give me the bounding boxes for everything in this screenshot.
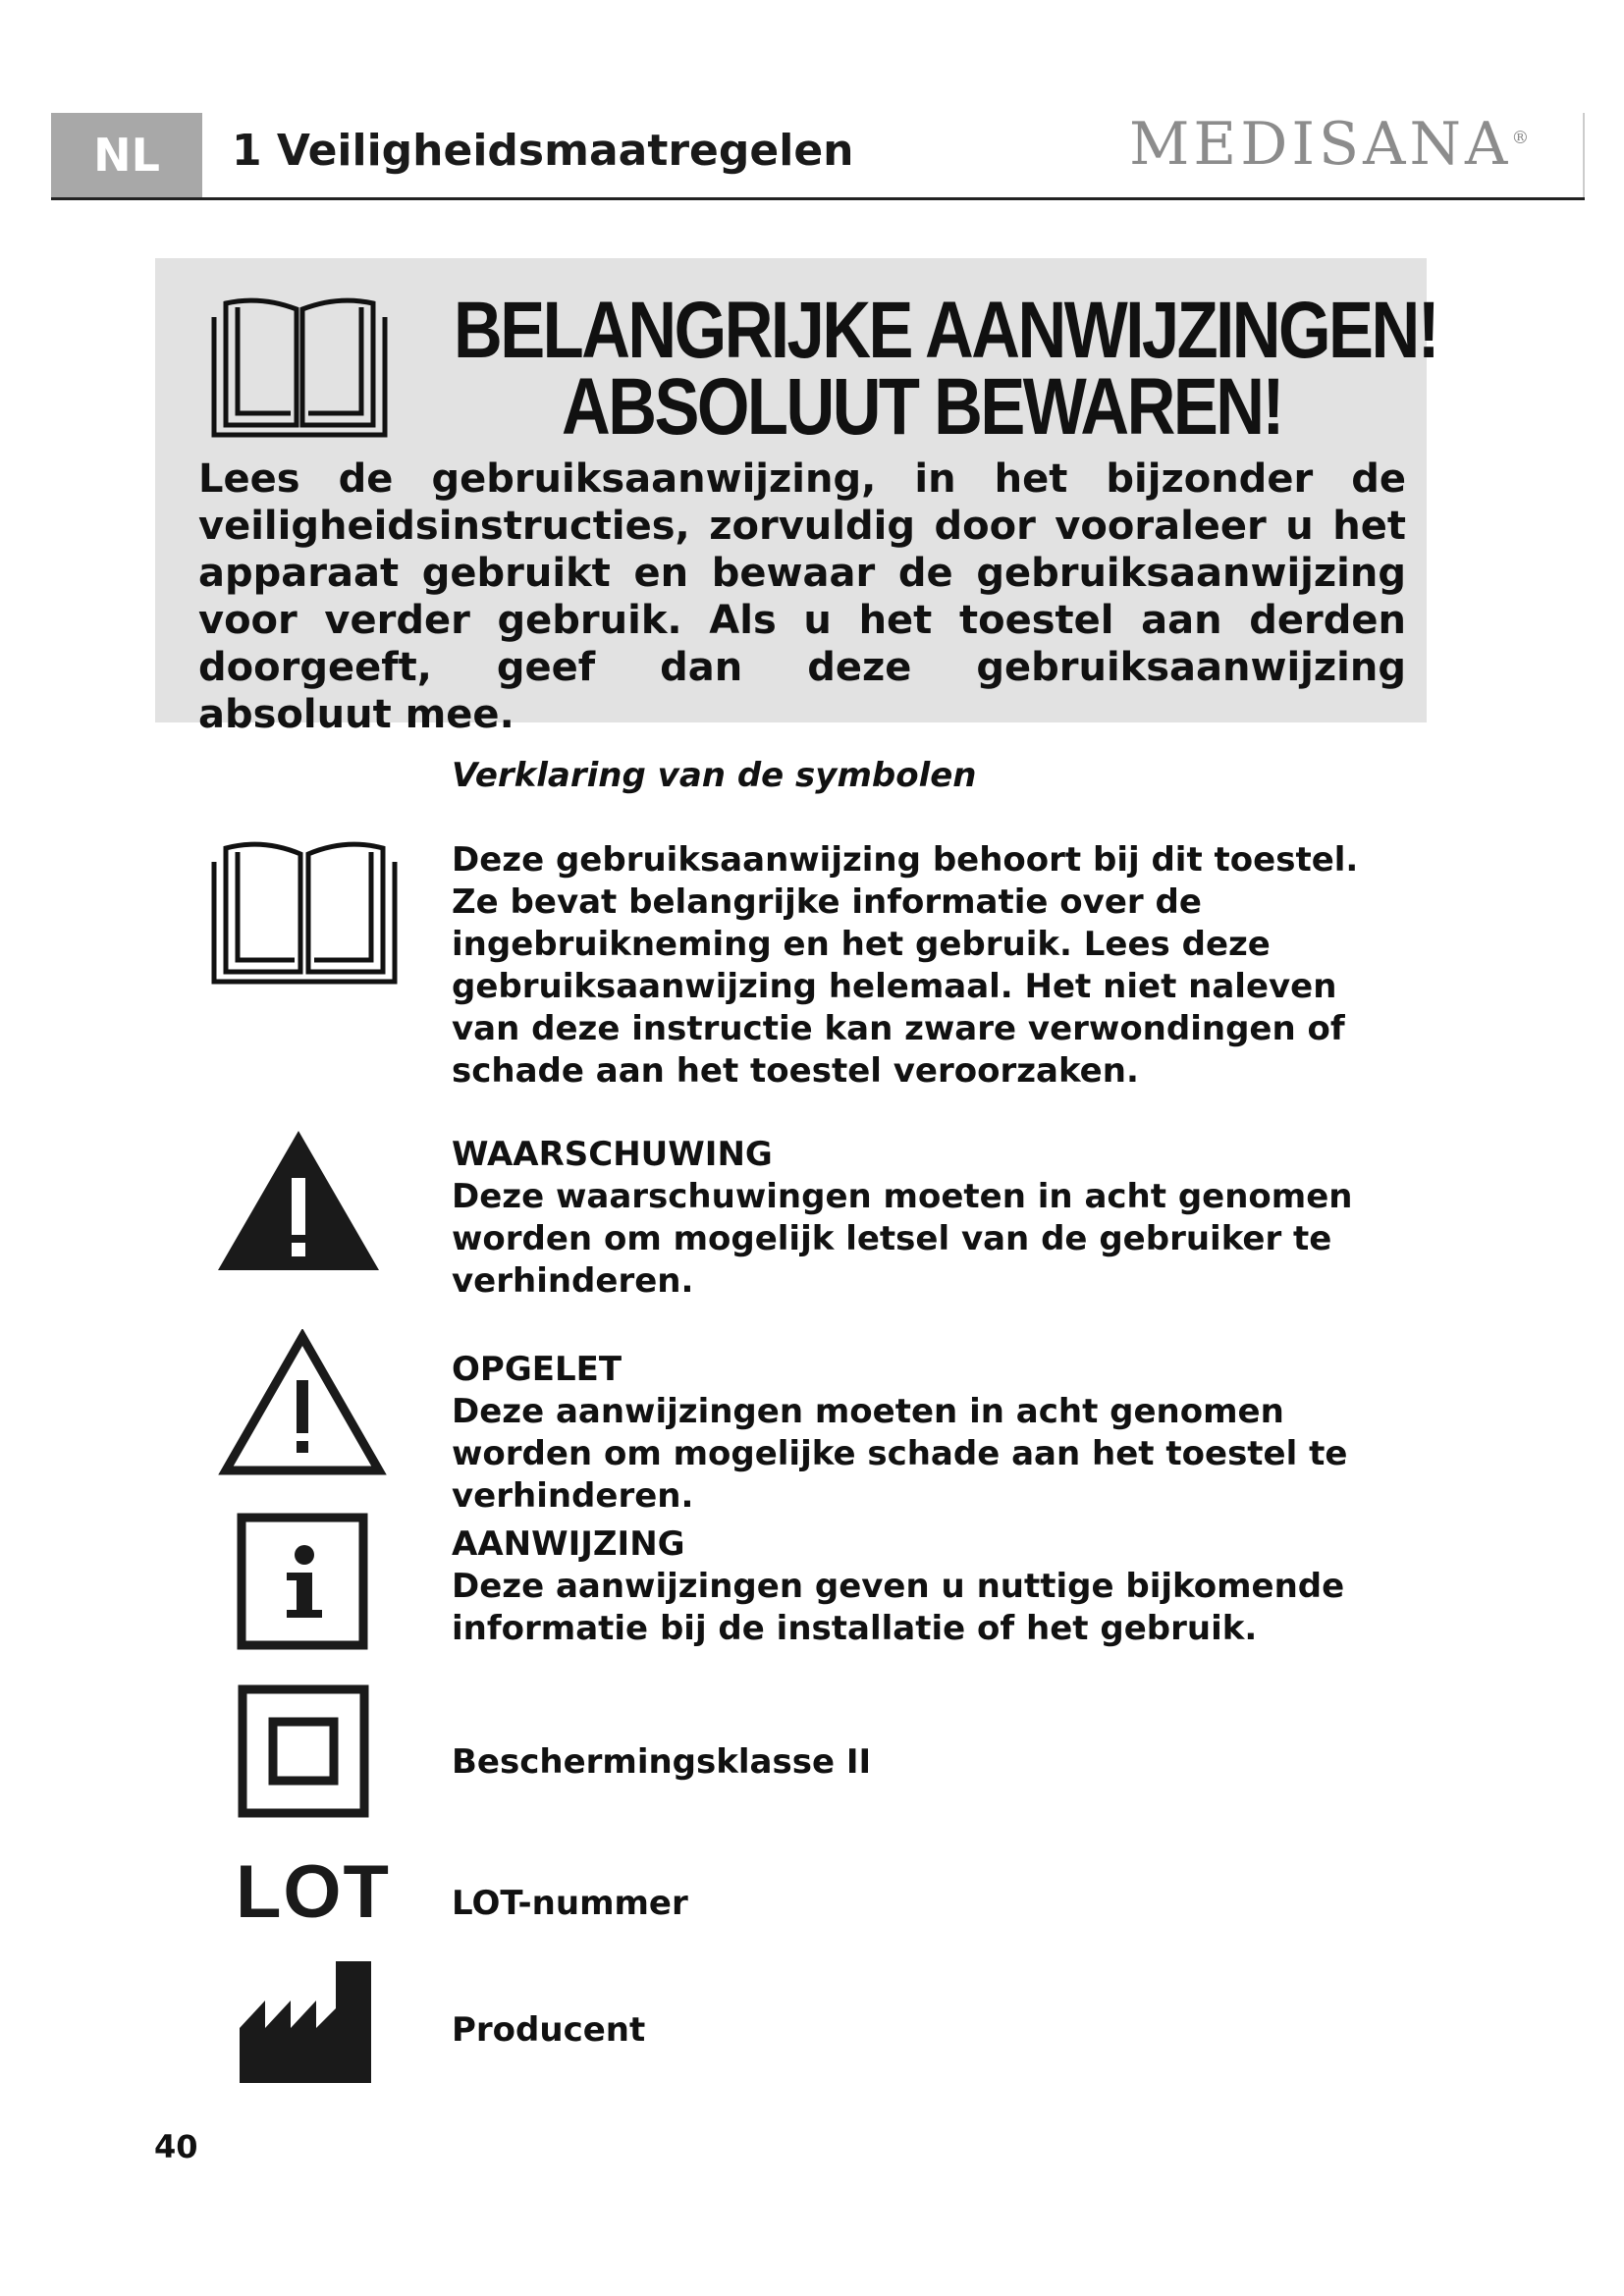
manufacturer-icon [240, 1961, 371, 2083]
info-text: Deze aanwijzingen geven u nuttige bijkomende informatie bij de installatie of het gebruik. [452, 1567, 1345, 1648]
caution-label: OPGELET [452, 1350, 623, 1389]
registered-mark: ® [1511, 128, 1534, 148]
lot-icon: LOT [236, 1850, 391, 1934]
warning-entry [452, 1134, 1414, 1303]
symbol-description: Deze gebruiksaanwijzing behoort bij dit toestel. Ze bevat belangrijke informatie over de ingebruikneming en het gebruik. Lees deze gebruiksaanwijzing helemaal. Het niet naleven van deze instructie kan zware verwondingen of schade aan het toestel veroorzaken. [452, 840, 1359, 1091]
header-divider [1583, 113, 1585, 199]
info-label: AANWIJZING [452, 1524, 685, 1564]
section-title: 1 Veiligheidsmaatregelen [232, 126, 854, 176]
page-number: 40 [154, 2128, 198, 2165]
notice-body: Lees de gebruiksaanwijzing, in het bijzonder de veiligheidsinstructies, zorvuldig door vooraleer u het apparaat gebruikt en bewaar de gebruiksaanwijzing voor verder gebruik. Als u het toestel aan derden doorgeeft, geef dan deze gebruiksaanwijzing absoluut mee. [198, 456, 1406, 737]
warning-label: WAARSCHUWING [452, 1135, 773, 1174]
warning-filled-triangle-icon [214, 1127, 383, 1274]
notice-heading-line1: BELANGRIJKE AANWIJZINGEN! [454, 286, 1438, 375]
manual-book-icon [206, 290, 393, 442]
info-entry [452, 1523, 1414, 1650]
info-box-icon [236, 1512, 369, 1651]
caution-entry [452, 1349, 1414, 1518]
language-tab: NL [51, 113, 202, 197]
caution-outline-triangle-icon [218, 1329, 387, 1478]
symbols-title: Verklaring van de symbolen [452, 756, 977, 795]
lot-number-text: LOT-nummer [452, 1884, 688, 1923]
brand-name: MEDISANA [1129, 110, 1512, 179]
warning-text: Deze waarschuwingen moeten in acht genomen worden om mogelijk letsel van de gebruiker te verhinderen. [452, 1177, 1353, 1301]
header-rule [51, 197, 1585, 200]
notice-heading-line2: ABSOLUUT BEWAREN! [562, 362, 1282, 452]
protection-class-text: Beschermingsklasse II [452, 1742, 872, 1782]
manual-book-icon [206, 832, 403, 989]
caution-text: Deze aanwijzingen moeten in acht genomen worden om mogelijke schade aan het toestel te verhinderen. [452, 1392, 1348, 1516]
protection-class-ii-icon [238, 1684, 369, 1818]
manufacturer-text: Producent [452, 2010, 646, 2050]
brand-logo [1129, 110, 1533, 179]
